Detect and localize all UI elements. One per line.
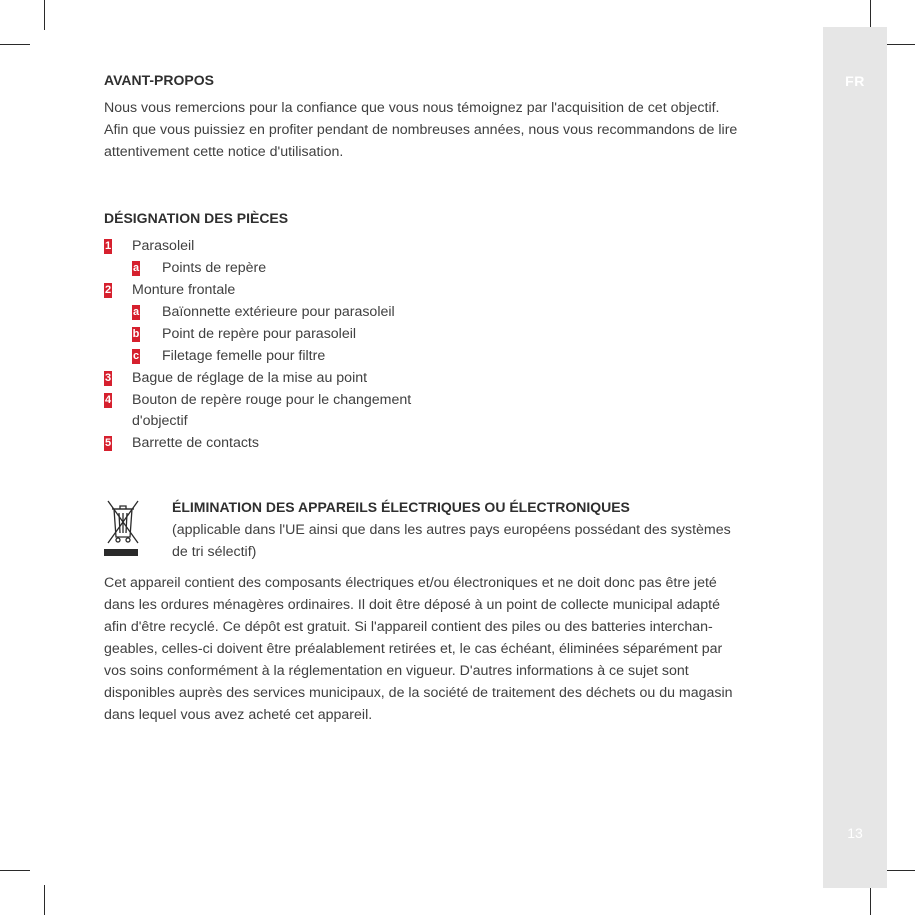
disposal-body-line: disponibles auprès des services municipaux, de la société de traitement des déchets ou du magasin	[104, 685, 733, 701]
part-sub-badge: a	[132, 306, 140, 318]
disposal-subtitle-line: de tri sélectif)	[172, 544, 257, 560]
disposal-body-line: afin d'être recyclé. Ce dépôt est gratuit. Si l'appareil contient des piles ou des batteries interchan-	[104, 619, 713, 635]
part-label: Parasoleil	[132, 238, 195, 254]
foreword-line: Nous vous remercions pour la confiance que vous nous témoignez par l'acquisition de cet objectif.	[104, 100, 720, 116]
disposal-body-line: vos soins conformément à la réglementation en vigueur. D'autres informations à ce sujet sont	[104, 663, 689, 679]
crop-mark	[44, 0, 45, 30]
part-label-continued: d'objectif	[132, 413, 188, 429]
part-number-badge: 1	[104, 240, 112, 252]
disposal-body-line: geables, celles-ci doivent être préalablement retirées et, le cas échéant, éliminées séparément par	[104, 641, 723, 657]
part-number-badge: 4	[104, 394, 112, 406]
part-label: Barrette de contacts	[132, 435, 259, 451]
crop-mark	[885, 870, 915, 871]
part-sub-label: Points de repère	[162, 260, 267, 276]
language-label: FR	[845, 73, 865, 89]
disposal-subtitle-line: (applicable dans l'UE ainsi que dans les autres pays européens possédant des systèmes	[172, 522, 731, 538]
part-label: Bouton de repère rouge pour le changement	[132, 392, 412, 408]
part-sub-label: Point de repère pour parasoleil	[162, 326, 357, 342]
crop-mark	[0, 44, 30, 45]
crop-mark	[885, 44, 915, 45]
foreword-heading: AVANT-PROPOS	[104, 72, 214, 88]
foreword-line: attentivement cette notice d'utilisation.	[104, 144, 344, 160]
weee-bar	[104, 549, 138, 556]
crop-mark	[0, 870, 30, 871]
part-label: Monture frontale	[132, 282, 236, 298]
part-sub-badge: a	[132, 262, 140, 274]
parts-heading: DÉSIGNATION DES PIÈCES	[104, 210, 289, 226]
part-number-badge: 5	[104, 437, 112, 449]
part-sub-label: Filetage femelle pour filtre	[162, 348, 326, 364]
part-label: Bague de réglage de la mise au point	[132, 370, 368, 386]
part-sub-badge: c	[132, 350, 140, 362]
part-number-badge: 2	[104, 284, 112, 296]
disposal-body-line: dans lequel vous avez acheté cet appareil.	[104, 707, 373, 723]
weee-bin-icon	[104, 497, 142, 559]
disposal-body-line: Cet appareil contient des composants électriques et/ou électroniques et ne doit donc pas être jeté	[104, 575, 717, 591]
foreword-line: Afin que vous puissiez en profiter pendant de nombreuses années, nous vous recommandons de lire	[104, 122, 738, 138]
crop-mark	[870, 885, 871, 915]
crossed-bin-icon	[104, 497, 142, 547]
part-number-badge: 3	[104, 372, 112, 384]
disposal-heading: ÉLIMINATION DES APPAREILS ÉLECTRIQUES OU ÉLECTRONIQUES	[172, 499, 630, 515]
page-number: 13	[847, 825, 863, 841]
part-sub-label: Baïonnette extérieure pour parasoleil	[162, 304, 395, 320]
language-side-tab	[823, 27, 887, 888]
crop-mark	[44, 885, 45, 915]
disposal-body-line: dans les ordures ménagères ordinaires. Il doit être déposé à un point de collecte municipal adapté	[104, 597, 720, 613]
part-sub-badge: b	[132, 328, 140, 340]
crop-mark	[870, 0, 871, 30]
